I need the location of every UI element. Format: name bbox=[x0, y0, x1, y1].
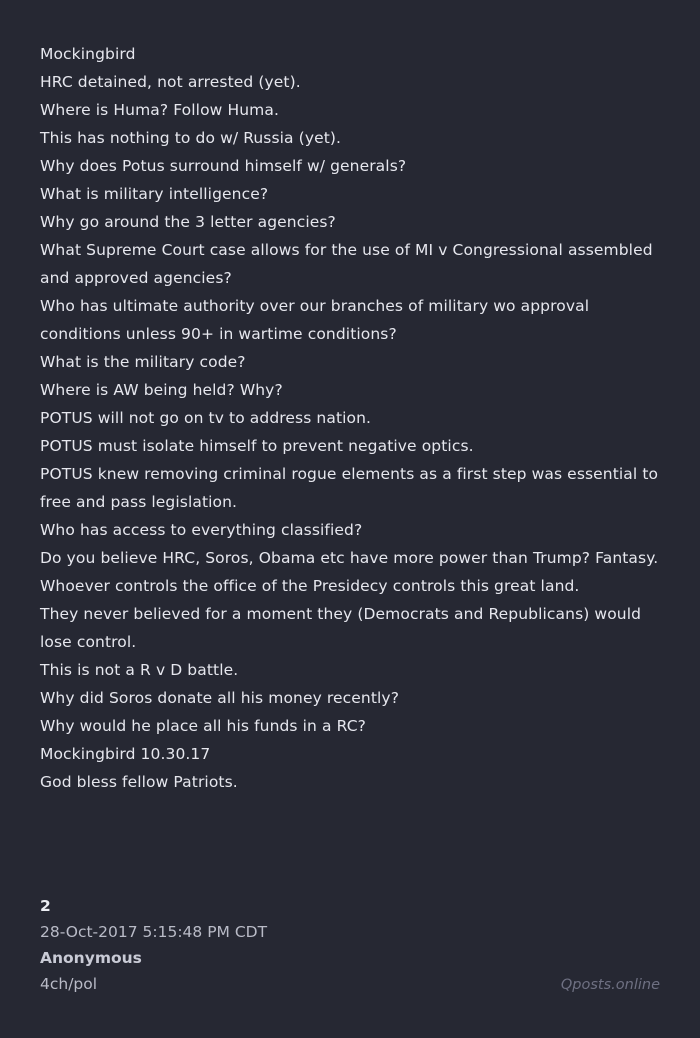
post-line-8: What Supreme Court case allows for the use of MI v Congressional assembled and approved agencies? bbox=[40, 241, 653, 287]
post-line-14: POTUS knew removing criminal rogue elements as a first step was essential to free and pass legislation. bbox=[40, 465, 659, 511]
post-body bbox=[40, 40, 660, 796]
post-line-2: HRC detained, not arrested (yet). bbox=[40, 73, 301, 91]
post-line-11: Where is AW being held? Why? bbox=[40, 381, 283, 399]
site-watermark: Qposts.online bbox=[560, 977, 660, 993]
post-line-19: This is not a R v D battle. bbox=[40, 661, 239, 679]
post-line-7: Why go around the 3 letter agencies? bbox=[40, 213, 336, 231]
post-timestamp: 28-Oct-2017 5:15:48 PM CDT bbox=[40, 923, 268, 941]
post-line-22: Mockingbird 10.30.17 bbox=[40, 745, 211, 763]
post-line-4: This has nothing to do w/ Russia (yet). bbox=[40, 129, 342, 147]
post-line-21: Why would he place all his funds in a RC? bbox=[40, 717, 366, 735]
post-line-1: Mockingbird bbox=[40, 45, 136, 63]
post-line-23: God bless fellow Patriots. bbox=[40, 773, 238, 791]
post-line-13: POTUS must isolate himself to prevent negative optics. bbox=[40, 437, 474, 455]
post-line-20: Why did Soros donate all his money recently? bbox=[40, 689, 400, 707]
post-line-12: POTUS will not go on tv to address nation. bbox=[40, 409, 372, 427]
post-line-6: What is military intelligence? bbox=[40, 185, 269, 203]
post-line-9: Who has ultimate authority over our branches of military wo approval conditions unless 90+ in wartime conditions? bbox=[40, 297, 590, 343]
post-author: Anonymous bbox=[40, 949, 142, 967]
post-line-10: What is the military code? bbox=[40, 353, 246, 371]
post-line-5: Why does Potus surround himself w/ generals? bbox=[40, 157, 407, 175]
post-line-16: Do you believe HRC, Soros, Obama etc have more power than Trump? Fantasy. bbox=[40, 549, 659, 567]
post-line-3: Where is Huma? Follow Huma. bbox=[40, 101, 279, 119]
post-line-17: Whoever controls the office of the Presidecy controls this great land. bbox=[40, 577, 580, 595]
post-line-18: They never believed for a moment they (Democrats and Republicans) would lose control. bbox=[40, 605, 642, 651]
post-number: 2 bbox=[40, 897, 51, 915]
post-board: 4ch/pol bbox=[40, 975, 98, 993]
post-line-15: Who has access to everything classified? bbox=[40, 521, 363, 539]
